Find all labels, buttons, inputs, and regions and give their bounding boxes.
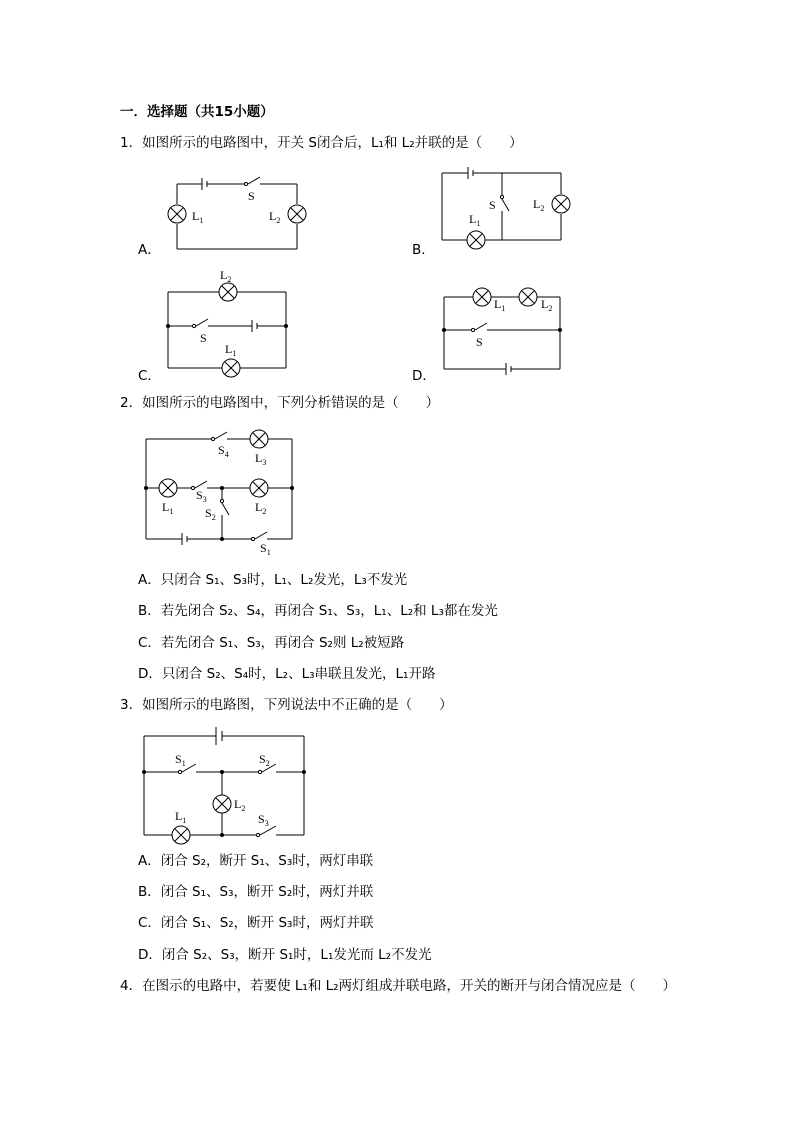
question-3-stem: 3．如图所示的电路图，下列说法中不正确的是（ ） [120, 697, 453, 713]
q2-option-c[interactable]: C．若先闭合 S₁、S₃，再闭合 S₂则 L₂被短路 [138, 635, 405, 651]
svg-text:S1: $S_1$ [260, 541, 271, 557]
svg-text:S4: $S_4$ [218, 443, 229, 459]
svg-text:S: S [200, 331, 207, 345]
q2-option-a[interactable]: A．只闭合 S₁、S₃时，L₁、L₂发光，L₃不发光 [138, 572, 408, 588]
q1-circuit-a [160, 168, 320, 258]
svg-text:L3: $L_3$ [255, 451, 267, 467]
q2-circuit [140, 425, 310, 560]
svg-text:L1: $L_1$ [175, 809, 187, 825]
svg-text:L2: $L_2$ [541, 297, 553, 313]
svg-text:L1: $L_1$ [192, 209, 204, 225]
svg-text:S: S [476, 335, 483, 349]
svg-text:S: S [489, 198, 496, 212]
svg-text:L2: $L_2$ [533, 197, 545, 213]
q1-option-b-label[interactable]: B． [412, 242, 435, 258]
q1-circuit-b [430, 163, 580, 258]
q3-option-a[interactable]: A．闭合 S₂，断开 S₁、S₃时，两灯串联 [138, 853, 374, 869]
q2-option-b[interactable]: B．若先闭合 S₂、S₄，再闭合 S₁、S₃，L₁、L₂和 L₃都在发光 [138, 603, 498, 619]
q1-circuit-c [158, 265, 298, 375]
svg-text:S2: $S_2$ [205, 506, 216, 522]
question-1-stem: 1．如图所示的电路图中，开关 S闭合后，L₁和 L₂并联的是（ ） [120, 135, 523, 151]
svg-text:S3: $S_3$ [258, 812, 269, 828]
svg-text:L1: $L_1$ [469, 212, 481, 228]
svg-text:S3: $S_3$ [196, 488, 207, 504]
section-heading: 一．选择题（共15小题） [120, 104, 274, 120]
question-4-stem: 4．在图示的电路中，若要使 L₁和 L₂两灯组成并联电路，开关的断开与闭合情况应是（ ） [120, 978, 677, 994]
q1-option-a-label[interactable]: A． [138, 242, 161, 258]
svg-text:L2: $L_2$ [220, 268, 232, 284]
question-2-stem: 2．如图所示的电路图中，下列分析错误的是（ ） [120, 395, 440, 411]
svg-text:L1: $L_1$ [225, 342, 237, 358]
svg-text:L1: $L_1$ [162, 500, 174, 516]
q3-option-c[interactable]: C．闭合 S₁、S₂，断开 S₃时，两灯并联 [138, 915, 374, 931]
svg-text:L1: $L_1$ [494, 297, 506, 313]
svg-text:L2: $L_2$ [255, 500, 267, 516]
q3-circuit [138, 722, 313, 847]
q3-option-b[interactable]: B．闭合 S₁、S₃，断开 S₂时，两灯并联 [138, 884, 374, 900]
svg-text:L2: $L_2$ [269, 209, 281, 225]
svg-text:L2: $L_2$ [234, 797, 246, 813]
q1-option-d-label[interactable]: D． [412, 368, 436, 384]
svg-text:S1: $S_1$ [175, 752, 186, 768]
svg-text:S: S [248, 189, 255, 203]
q1-circuit-d [432, 283, 582, 378]
q2-option-d[interactable]: D．只闭合 S₂、S₄时，L₂、L₃串联且发光，L₁开路 [138, 666, 436, 682]
q1-option-c-label[interactable]: C． [138, 368, 161, 384]
svg-text:S2: $S_2$ [259, 752, 270, 768]
q3-option-d[interactable]: D．闭合 S₂、S₃，断开 S₁时，L₁发光而 L₂不发光 [138, 947, 432, 963]
